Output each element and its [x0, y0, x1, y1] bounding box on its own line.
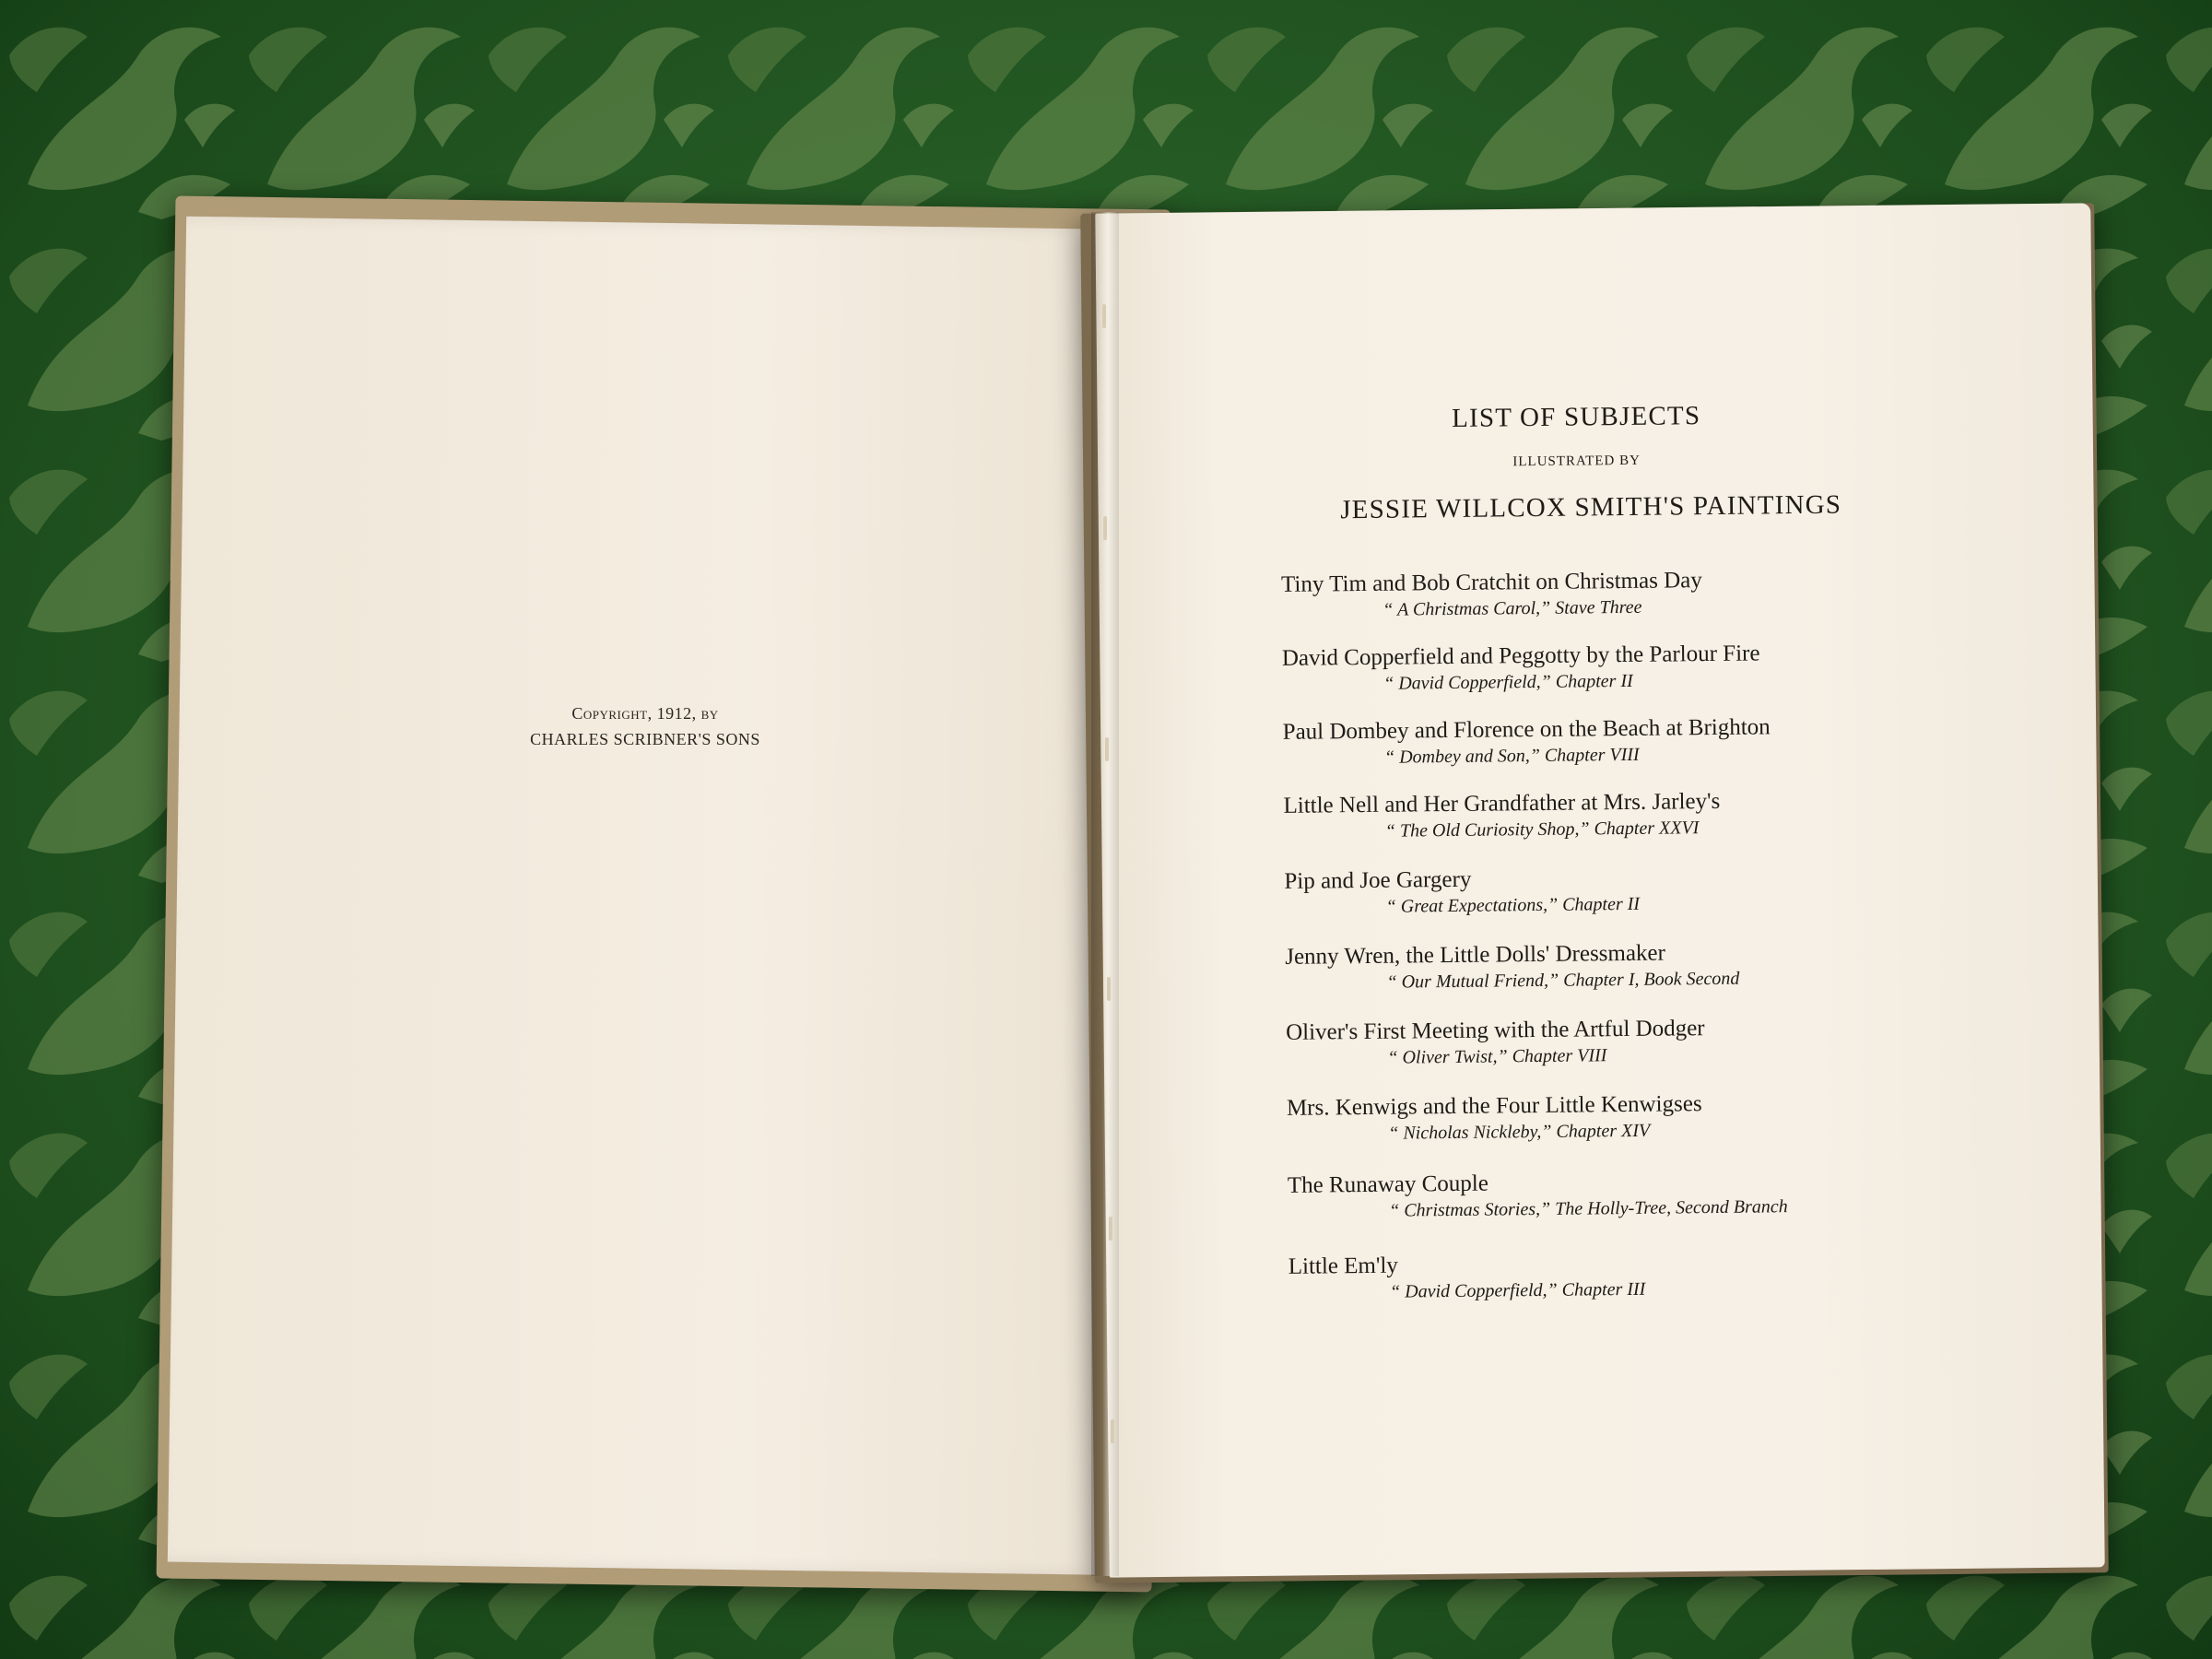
list-item [1286, 1013, 1932, 1071]
open-book-left-half [157, 196, 1171, 1593]
subject-source: “ Nicholas Nickleby,” Chapter XIV [1388, 1120, 1651, 1144]
page-subtitle: ILLUSTRATED BY [1512, 453, 1641, 470]
publisher-name: CHARLES SCRIBNER'S SONS [530, 730, 760, 748]
copyright-notice [461, 700, 830, 752]
list-item [1284, 862, 1930, 920]
subject-source: “ Dombey and Son,” Chapter VIII [1383, 744, 1640, 768]
subject-source: “ David Copperfield,” Chapter II [1383, 670, 1633, 694]
subject-title: Pip and Joe Gargery [1284, 866, 1472, 894]
binding-stitch [1107, 977, 1111, 1001]
list-item [1287, 1088, 1933, 1147]
subject-title: Tiny Tim and Bob Cratchit on Christmas Day [1280, 568, 1702, 597]
subject-title: The Runaway Couple [1287, 1171, 1489, 1198]
subject-title: Oliver's First Meeting with the Artful Dodger [1285, 1016, 1705, 1045]
page-title: LIST OF SUBJECTS [1451, 401, 1701, 433]
subject-title: Mrs. Kenwigs and the Four Little Kenwigses [1286, 1091, 1702, 1121]
subject-title: Paul Dombey and Florence on the Beach at Brighton [1282, 714, 1771, 745]
subject-source: “ Our Mutual Friend,” Chapter I, Book Second [1386, 968, 1740, 993]
list-item [1283, 786, 1929, 844]
subject-source: “ Christmas Stories,” The Holly-Tree, Second Branch [1389, 1196, 1788, 1221]
list-item [1288, 1247, 1935, 1305]
subject-source: “ The Old Curiosity Shop,” Chapter XXVI [1384, 818, 1700, 841]
subject-title: David Copperfield and Peggotty by the Parlour Fire [1281, 641, 1760, 671]
subject-source: “ A Christmas Carol,” Stave Three [1382, 596, 1642, 620]
binding-stitch [1105, 737, 1109, 761]
subject-title: Little Em'ly [1288, 1253, 1398, 1279]
list-item [1288, 1166, 1934, 1224]
binding-stitch [1109, 1217, 1112, 1241]
binding-stitch [1102, 304, 1106, 328]
subject-title: Little Nell and Her Grandfather at Mrs. Jarley's [1283, 788, 1721, 818]
subject-source: “ David Copperfield,” Chapter III [1389, 1278, 1646, 1302]
book-gutter [1091, 212, 1119, 1576]
binding-stitch [1111, 1419, 1114, 1443]
list-item [1283, 712, 1929, 771]
list-item [1281, 565, 1927, 623]
binding-stitch [1103, 516, 1107, 540]
artist-heading: JESSIE WILLCOX SMITH'S PAINTINGS [1340, 489, 1842, 525]
subject-title: Jenny Wren, the Little Dolls' Dressmaker [1285, 940, 1666, 970]
list-item [1282, 639, 1928, 697]
subject-source: “ Great Expectations,” Chapter II [1385, 893, 1641, 917]
copyright-line: Copyright, 1912, by [571, 704, 719, 723]
list-item [1285, 937, 1931, 995]
left-page [168, 217, 1145, 1575]
subject-source: “ Oliver Twist,” Chapter VIII [1387, 1045, 1607, 1068]
